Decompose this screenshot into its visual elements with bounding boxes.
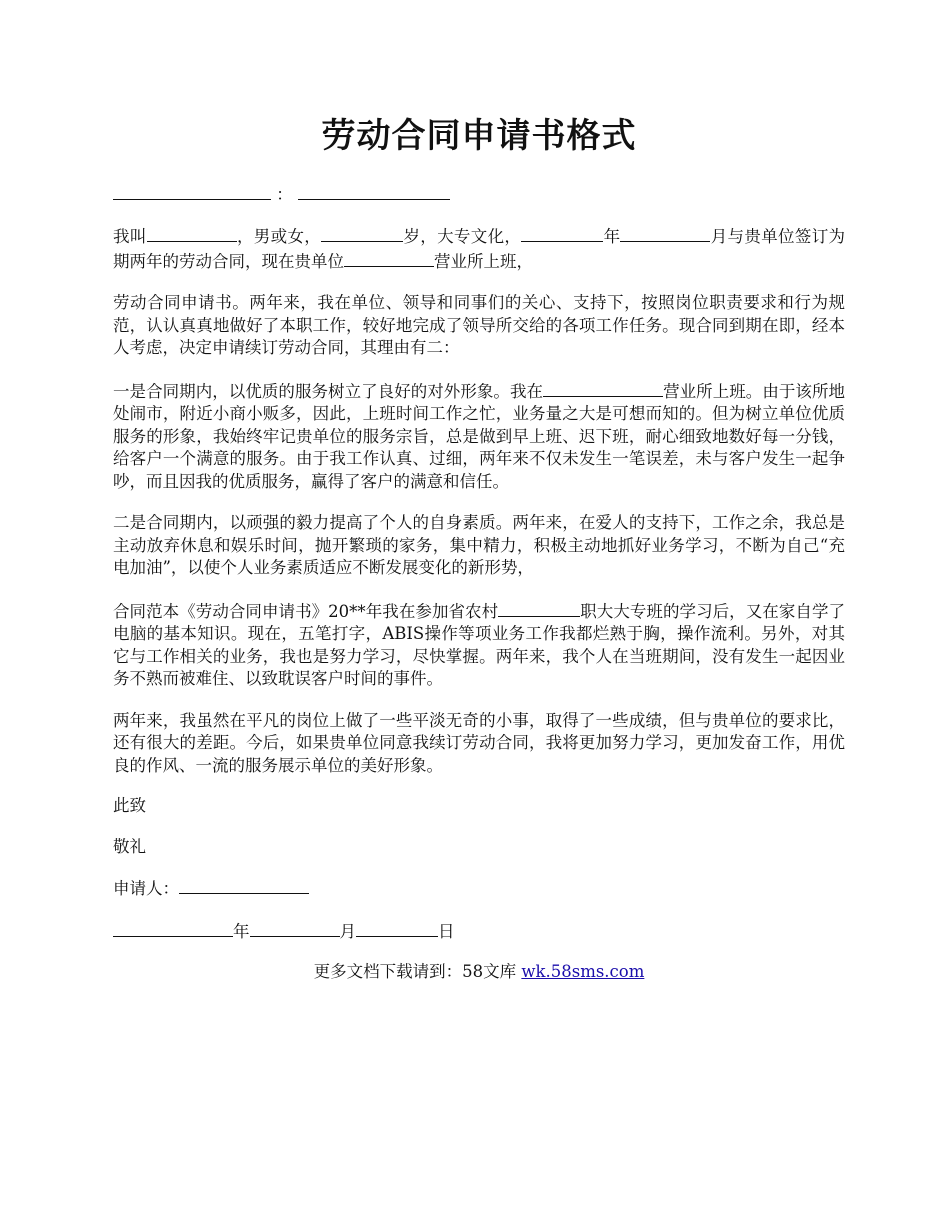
paragraph-intro [113, 224, 845, 273]
document-title: 劳动合同申请书格式 [321, 116, 637, 156]
applicant-name-blank [179, 876, 309, 894]
salutation-line [113, 182, 845, 204]
footer [113, 961, 845, 984]
text-run: 年 [603, 227, 621, 246]
blank-field [521, 224, 603, 242]
closing-ci-zhi: 此致 [113, 796, 146, 815]
text-run: ，男或女， [236, 227, 322, 246]
text-run: 一是合同期内，以优质的服务树立了良好的对外形象。我在 [113, 381, 544, 401]
paragraph-conclusion: 两年来，我虽然在平凡的岗位上做了一些平淡无奇的小事，取得了一些成绩，但与贵单位的要求比，还有很大的差距。今后，如果贵单位同意我续订劳动合同，我将更加努力学习，更加发奋工作，用优良的作风、一流的服务展示单位的美好形象。 [113, 710, 845, 775]
footer-link[interactable]: wk.58sms.com [521, 962, 645, 981]
blank-field [543, 379, 663, 397]
blank-field [344, 249, 434, 267]
year-blank [113, 919, 233, 937]
paragraph-reason-two: 二是合同期内，以顽强的毅力提高了个人的自身素质。两年来，在爱人的支持下，工作之余，我总是主动放弃休息和娱乐时间，抛开繁琐的家务，集中精力，积极主动地抓好业务学习，不断为自己“充电加油”，以使个人业务素质适应不断发展变化的新形势， [113, 513, 845, 577]
month-blank [250, 919, 340, 937]
applicant-label: 申请人： [113, 879, 179, 898]
day-blank [356, 919, 438, 937]
applicant-line [113, 876, 845, 901]
date-line [113, 919, 845, 944]
day-label: 日 [438, 921, 455, 941]
paragraph-study [113, 599, 845, 691]
text-run: 月与贵单位签订为期两年的劳动合同，现在贵单位 [113, 227, 846, 271]
month-label: 月 [339, 921, 356, 941]
paragraph-reason-one [113, 379, 845, 494]
text-run: 岁，大专文化， [403, 227, 522, 246]
text-run: 营业所上班。由于该所地处闹市，附近小商小贩多，因此，上班时间工作之忙，业务量之大是可想而知的。但为树立单位优质服务的形象，我始终牢记贵单位的服务宗旨，总是做到早上班、迟下班，耐心细致地数好每一分钱，给客户一个满意的服务。由于我工作认真、过细，两年来不仅未发生一笔误差，未与客户发生一起争吵，而且因我的优质服务，赢得了客户的满意和信任。 [113, 381, 846, 491]
blank-field [113, 182, 271, 200]
blank-field [298, 182, 450, 200]
text-run: 职大大专班的学习后，又在家自学了电脑的基本知识。现在，五笔打字，ABIS操作等项业务工作我都烂熟于胸，操作流利。另外，对其它与工作相关的业务，我也是努力学习，尽快掌握。两年来，我个人在当班期间，没有发生一起因业务不熟而被难住、以致耽误客户时间的事件。 [113, 601, 845, 688]
closing-jing-li: 敬礼 [113, 836, 146, 856]
paragraph-reason-intro: 劳动合同申请书。两年来，我在单位、领导和同事们的关心、支持下，按照岗位职责要求和行为规范，认认真真地做好了本职工作，较好地完成了领导所交给的各项工作任务。现合同到期在即，经本人考虑，决定申请续订劳动合同，其理由有二： [113, 293, 845, 357]
year-label: 年 [233, 921, 250, 941]
salutation-colon: ： [276, 185, 293, 204]
blank-field [321, 224, 403, 242]
document-page [113, 0, 845, 984]
blank-field [147, 224, 237, 242]
blank-field [498, 599, 580, 617]
text-run: 合同范本《劳动合同申请书》20**年我在参加省农村 [113, 601, 499, 621]
text-run: 营业所上班， [434, 251, 533, 271]
footer-text: 更多文档下载请到：58文库 [313, 962, 522, 981]
blank-field [620, 224, 710, 242]
text-run: 我叫 [113, 227, 147, 246]
